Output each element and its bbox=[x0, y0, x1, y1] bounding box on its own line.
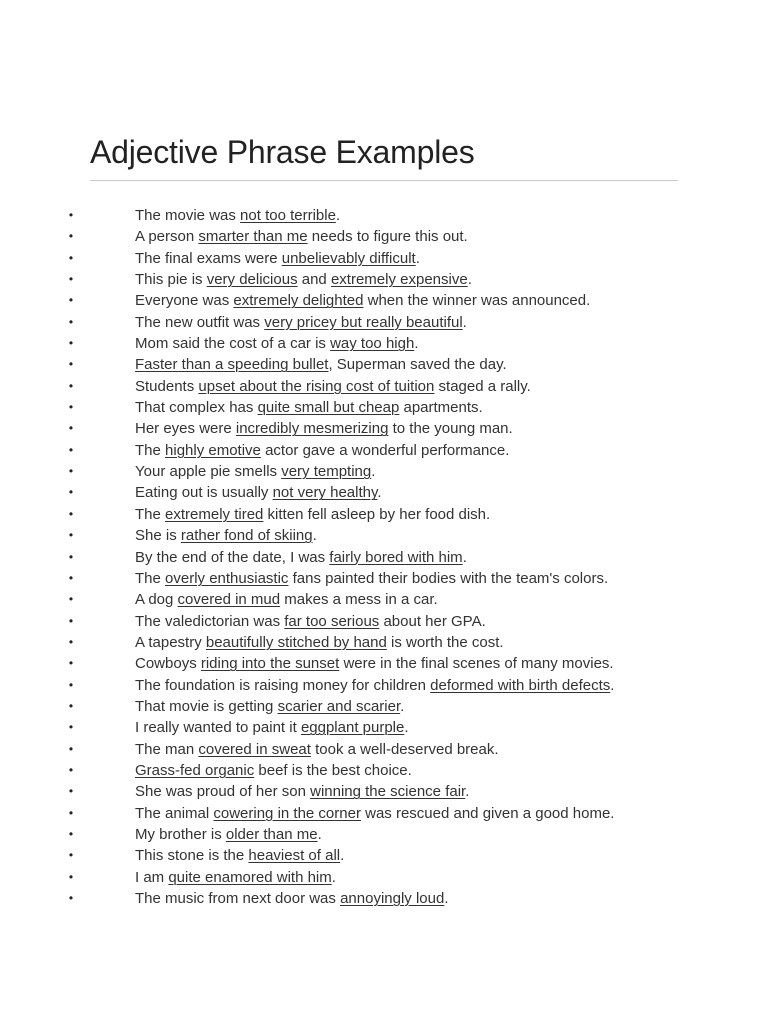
adjective-phrase: very pricey but really beautiful bbox=[264, 313, 463, 331]
page-title: Adjective Phrase Examples bbox=[90, 134, 475, 170]
sentence-text: By the end of the date, I was bbox=[135, 548, 330, 566]
sentence-text: Eating out is usually bbox=[135, 484, 273, 502]
sentence-text: That complex has bbox=[135, 399, 258, 417]
sentence-text: Students bbox=[135, 377, 199, 395]
bullet-icon: • bbox=[68, 549, 74, 564]
sentence-text: kitten fell asleep by her food dish. bbox=[263, 505, 491, 523]
sentence-text: Mom said the cost of a car is bbox=[135, 335, 331, 353]
adjective-phrase: not too terrible bbox=[240, 207, 336, 224]
sentence-text: The valedictorian was bbox=[135, 612, 285, 630]
bullet-icon: • bbox=[68, 677, 74, 692]
bullet-icon: • bbox=[68, 698, 74, 713]
bullet-icon: • bbox=[68, 336, 74, 351]
example-sentence bbox=[135, 632, 504, 653]
sentence-text: . bbox=[462, 548, 467, 566]
example-sentence bbox=[135, 611, 486, 632]
example-sentence bbox=[135, 781, 469, 802]
example-sentence bbox=[135, 525, 317, 546]
adjective-phrase: extremely tired bbox=[165, 505, 264, 523]
example-sentence bbox=[135, 739, 499, 760]
adjective-phrase: rather fond of skiing bbox=[180, 527, 313, 545]
sentence-text: and bbox=[297, 271, 331, 289]
bullet-icon: • bbox=[68, 485, 74, 500]
bullet-icon: • bbox=[68, 378, 74, 393]
bullet-icon: • bbox=[68, 656, 74, 671]
sentence-text: makes a mess in a car. bbox=[280, 591, 438, 609]
bullet-icon: • bbox=[68, 314, 74, 329]
bullet-icon: • bbox=[68, 720, 74, 735]
sentence-text: I am bbox=[135, 868, 169, 886]
sentence-text: was rescued and given a good home. bbox=[360, 804, 615, 822]
bullet-icon: • bbox=[68, 357, 74, 372]
bullet-icon: • bbox=[68, 442, 74, 457]
sentence-text: The bbox=[135, 441, 166, 459]
sentence-text: . bbox=[462, 313, 467, 331]
bullet-icon: • bbox=[68, 229, 74, 244]
example-sentence bbox=[135, 418, 513, 439]
example-sentence bbox=[135, 867, 336, 888]
adjective-phrase: way too high bbox=[330, 335, 415, 353]
adjective-phrase: very delicious bbox=[206, 271, 298, 289]
sentence-text: took a well-deserved break. bbox=[310, 740, 499, 758]
adjective-phrase: highly emotive bbox=[165, 441, 261, 459]
adjective-phrase: extremely expensive bbox=[330, 271, 468, 289]
bullet-icon: • bbox=[68, 464, 74, 479]
adjective-phrase: quite enamored with him bbox=[168, 868, 332, 886]
sentence-text: The final exams were bbox=[135, 249, 282, 267]
sentence-text: The animal bbox=[135, 804, 214, 822]
example-sentence bbox=[135, 845, 344, 866]
bullet-icon: • bbox=[68, 592, 74, 607]
sentence-text: about her GPA. bbox=[379, 612, 486, 630]
sentence-text: A person bbox=[135, 228, 199, 246]
adjective-phrase: unbelievably difficult bbox=[281, 249, 416, 267]
sentence-text: She was proud of her son bbox=[135, 783, 311, 801]
bullet-icon: • bbox=[68, 805, 74, 820]
bullet-icon: • bbox=[68, 891, 74, 905]
bullet-icon: • bbox=[68, 784, 74, 799]
adjective-phrase: upset about the rising cost of tuition bbox=[198, 377, 435, 395]
example-sentence bbox=[135, 397, 483, 418]
adjective-phrase: incredibly mesmerizing bbox=[235, 420, 389, 438]
example-sentence bbox=[135, 482, 382, 503]
sentence-text: A tapestry bbox=[135, 633, 206, 651]
adjective-phrase: scarier and scarier bbox=[277, 697, 401, 715]
example-sentence bbox=[135, 717, 409, 738]
sentence-text: She is bbox=[135, 527, 181, 545]
bullet-icon: • bbox=[68, 272, 74, 287]
title-divider bbox=[90, 180, 678, 181]
sentence-text: Everyone was bbox=[135, 292, 234, 310]
sentence-text: . bbox=[400, 697, 405, 715]
adjective-phrase: smarter than me bbox=[198, 228, 308, 246]
sentence-text: . bbox=[404, 719, 409, 737]
example-sentence bbox=[135, 589, 438, 610]
adjective-phrase: cowering in the corner bbox=[213, 804, 361, 822]
adjective-phrase: eggplant purple bbox=[300, 719, 405, 737]
example-sentence bbox=[135, 333, 418, 354]
sentence-text: is worth the cost. bbox=[386, 633, 504, 651]
sentence-text: Cowboys bbox=[135, 655, 201, 673]
sentence-text: , Superman saved the day. bbox=[328, 356, 507, 374]
sentence-text: I really wanted to paint it bbox=[135, 719, 301, 737]
sentence-text: . bbox=[414, 335, 419, 353]
sentence-text: . bbox=[467, 271, 472, 289]
sentence-text: . bbox=[415, 249, 420, 267]
adjective-phrase: quite small but cheap bbox=[257, 399, 400, 417]
adjective-phrase: far too serious bbox=[284, 612, 380, 630]
sentence-text: actor gave a wonderful performance. bbox=[260, 441, 510, 459]
example-sentence bbox=[135, 248, 420, 269]
bullet-icon: • bbox=[68, 613, 74, 628]
adjective-phrase: Grass-fed organic bbox=[135, 761, 255, 779]
sentence-text: fans painted their bodies with the team's colors. bbox=[288, 569, 609, 587]
adjective-phrase: extremely delighted bbox=[233, 292, 364, 310]
example-sentence bbox=[135, 803, 614, 824]
example-sentence bbox=[135, 461, 375, 482]
bullet-icon: • bbox=[68, 250, 74, 265]
sentence-text: That movie is getting bbox=[135, 697, 278, 715]
bullet-icon: • bbox=[68, 293, 74, 308]
sentence-text: . bbox=[317, 825, 322, 843]
example-sentence bbox=[135, 547, 467, 568]
sentence-text: The bbox=[135, 505, 166, 523]
bullet-icon: • bbox=[68, 741, 74, 756]
adjective-phrase: heaviest of all bbox=[248, 847, 341, 865]
sentence-text: Her eyes were bbox=[135, 420, 236, 438]
sentence-text: A dog bbox=[135, 591, 178, 609]
adjective-phrase: covered in sweat bbox=[198, 740, 311, 758]
bullet-icon: • bbox=[68, 570, 74, 585]
bullet-icon: • bbox=[68, 506, 74, 521]
sentence-text: . bbox=[465, 783, 470, 801]
sentence-text: needs to figure this out. bbox=[307, 228, 468, 246]
sentence-text: beef is the best choice. bbox=[254, 761, 412, 779]
bullet-icon: • bbox=[68, 869, 74, 884]
sentence-text: . bbox=[610, 676, 615, 694]
sentence-text: . bbox=[371, 463, 376, 481]
sentence-text: The foundation is raising money for children bbox=[135, 676, 431, 694]
adjective-phrase: not very healthy bbox=[272, 484, 378, 502]
adjective-phrase: covered in mud bbox=[177, 591, 281, 609]
example-sentence bbox=[135, 696, 404, 717]
bullet-icon: • bbox=[68, 634, 74, 649]
adjective-phrase: older than me bbox=[225, 825, 318, 843]
sentence-text: The bbox=[135, 569, 166, 587]
sentence-text: . bbox=[444, 890, 449, 907]
adjective-phrase: deformed with birth defects bbox=[430, 676, 611, 694]
sentence-text: . bbox=[340, 847, 345, 865]
sentence-text: The new outfit was bbox=[135, 313, 265, 331]
sentence-text: The movie was bbox=[135, 207, 241, 224]
adjective-phrase: Faster than a speeding bullet bbox=[135, 356, 329, 374]
sentence-text: were in the final scenes of many movies. bbox=[339, 655, 614, 673]
example-sentence bbox=[135, 824, 322, 845]
adjective-phrase: winning the science fair bbox=[310, 783, 466, 801]
sentence-text: . bbox=[335, 207, 341, 224]
bullet-icon: • bbox=[68, 826, 74, 841]
example-sentence bbox=[135, 205, 340, 226]
sentence-text: . bbox=[377, 484, 382, 502]
adjective-phrase: overly enthusiastic bbox=[165, 569, 289, 587]
sentence-text: The man bbox=[135, 740, 199, 758]
sentence-text: This stone is the bbox=[135, 847, 249, 865]
example-sentence bbox=[135, 888, 449, 909]
sentence-text: staged a rally. bbox=[434, 377, 531, 395]
sentence-text: . bbox=[312, 527, 317, 545]
example-sentence bbox=[135, 354, 507, 375]
sentence-text: to the young man. bbox=[388, 420, 513, 438]
bullet-icon: • bbox=[68, 208, 74, 222]
example-sentence bbox=[135, 760, 412, 781]
sentence-text: The music from next door was bbox=[135, 890, 341, 907]
example-sentence bbox=[135, 226, 468, 247]
example-sentence bbox=[135, 376, 531, 397]
adjective-phrase: annoyingly loud bbox=[340, 890, 445, 907]
adjective-phrase: beautifully stitched by hand bbox=[205, 633, 387, 651]
adjective-phrase: very tempting bbox=[281, 463, 372, 481]
sentence-text: This pie is bbox=[135, 271, 207, 289]
example-sentence bbox=[135, 653, 614, 674]
adjective-phrase: riding into the sunset bbox=[200, 655, 340, 673]
bullet-icon: • bbox=[68, 762, 74, 777]
sentence-text: apartments. bbox=[399, 399, 483, 417]
example-sentence bbox=[135, 269, 472, 290]
example-sentence bbox=[135, 312, 467, 333]
bullet-icon: • bbox=[68, 528, 74, 543]
example-sentence bbox=[135, 568, 608, 589]
bullet-icon: • bbox=[68, 400, 74, 415]
example-sentence bbox=[135, 675, 614, 696]
sentence-text: My brother is bbox=[135, 825, 226, 843]
example-sentence bbox=[135, 440, 509, 461]
bullet-icon: • bbox=[68, 848, 74, 863]
example-sentence bbox=[135, 290, 590, 311]
bullet-icon: • bbox=[68, 421, 74, 436]
adjective-phrase: fairly bored with him bbox=[329, 548, 463, 566]
example-sentence bbox=[135, 504, 490, 525]
sentence-text: . bbox=[331, 868, 336, 886]
sentence-text: when the winner was announced. bbox=[363, 292, 591, 310]
sentence-text: Your apple pie smells bbox=[135, 463, 282, 481]
